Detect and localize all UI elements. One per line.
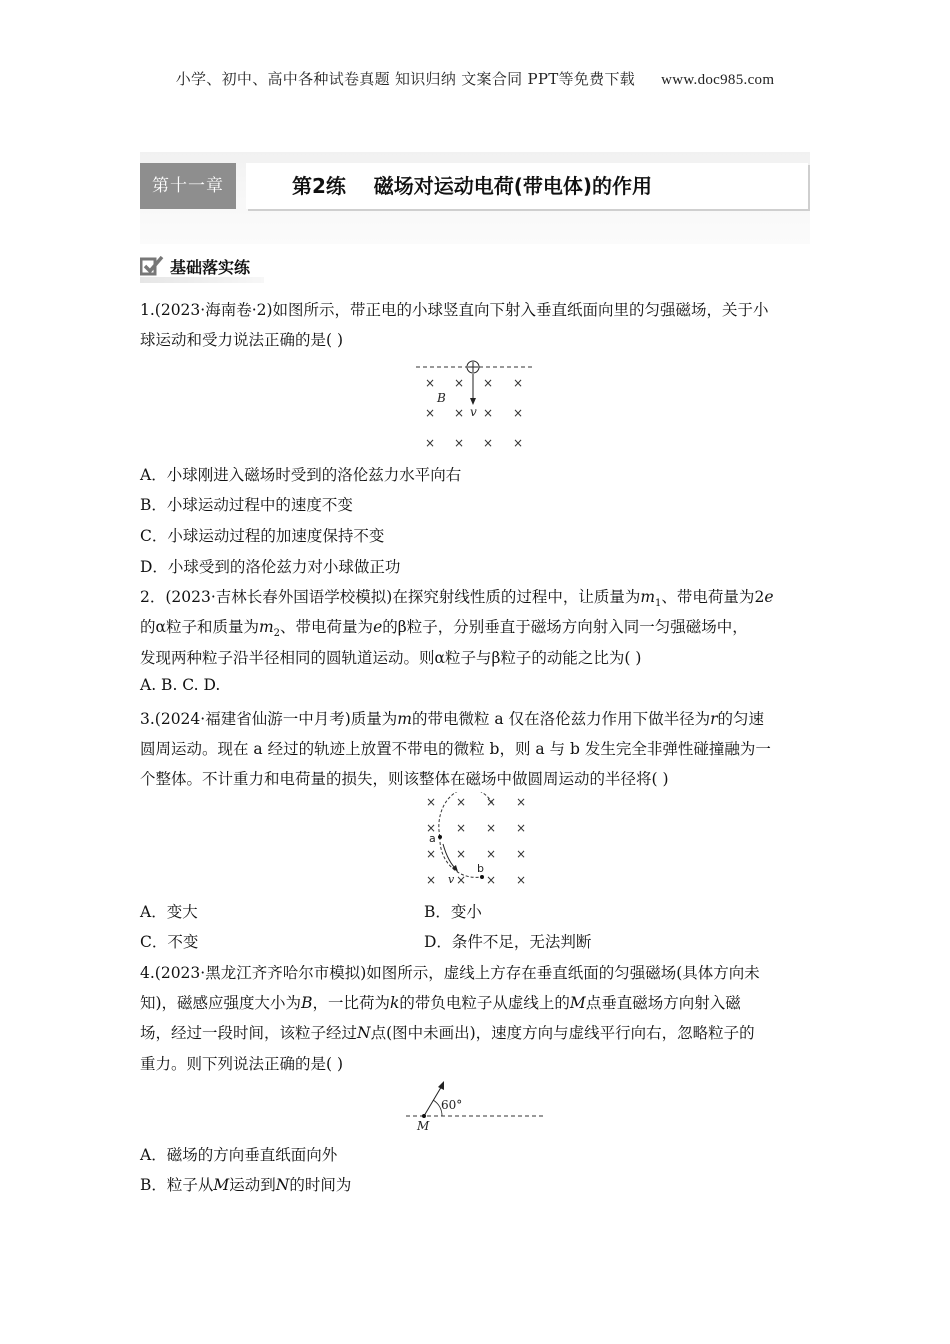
q4-stem-line2: 知)，磁感应强度大小为B，一比荷为k的带负电粒子从虚线上的M点垂直磁场方向射入磁 [140,994,741,1012]
svg-text:×: × [485,847,497,861]
q2-options[interactable]: A. B. C. D. [140,676,221,694]
svg-text:×: × [482,406,494,420]
svg-text:×: × [424,376,436,390]
q4-figure [400,1076,550,1136]
svg-text:×: × [453,376,465,390]
svg-text:×: × [485,795,497,809]
svg-text:×: × [425,795,437,809]
q3-stem-line3: 个整体。不计重力和电荷量的损失，则该整体在磁场中做圆周运动的半径将( ) [140,770,669,788]
q4-stem-line4: 重力。则下列说法正确的是( ) [140,1055,344,1073]
q1-option-c[interactable]: C．小球运动过程的加速度保持不变 [140,527,385,545]
q1-option-a[interactable]: A．小球刚进入磁场时受到的洛伦兹力水平向右 [140,466,462,484]
q3-velocity-label: v [448,873,455,886]
q1-stem-line1: 1.(2023·海南卷·2)如图所示，带正电的小球竖直向下射入垂直纸面向里的匀强磁场，关于小 [140,301,769,319]
q4-stem-line3: 场，经过一段时间，该粒子经过N点(图中未画出)，速度方向与虚线平行向右，忽略粒子的 [140,1024,755,1042]
page-banner [0,68,950,89]
banner-site-link[interactable]: www.doc985.com [661,72,775,88]
svg-text:×: × [515,847,527,861]
q4-stem-line1: 4.(2023·黑龙江齐齐哈尔市模拟)如图所示，虚线上方存在垂直纸面的匀强磁场(具体方向未 [140,964,760,982]
svg-text:×: × [455,847,467,861]
chapter-label: 第十一章 [140,163,236,209]
svg-text:×: × [485,873,497,887]
q1-velocity-label: v [470,405,477,419]
svg-text:×: × [485,821,497,835]
q2-stem-line1: 2．(2023·吉林长春外国语学校模拟)在探究射线性质的过程中，让质量为$m_1$、带电荷量为2e [140,588,774,610]
svg-text:×: × [515,873,527,887]
q1-field-label: B [437,391,446,405]
svg-text:×: × [455,821,467,835]
svg-text:×: × [455,873,467,887]
svg-text:×: × [515,795,527,809]
svg-text:×: × [455,795,467,809]
q4-option-b[interactable]: B．粒子从M运动到N的时间为 [140,1176,352,1194]
svg-text:×: × [424,436,436,450]
title-box [246,163,808,209]
svg-text:×: × [425,873,437,887]
q3-option-c[interactable]: C．不变 [140,933,199,951]
section-underline [140,277,264,283]
svg-text:×: × [425,847,437,861]
svg-text:×: × [425,821,437,835]
q3-particle-b-label: b [477,862,484,875]
q4-angle-label: 60° [441,1098,463,1112]
q4-point-m-label: M [417,1119,430,1133]
svg-text:×: × [512,436,524,450]
q1-stem-line2: 球运动和受力说法正确的是( ) [140,331,344,349]
svg-text:×: × [482,376,494,390]
q3-figure [415,792,540,892]
svg-text:×: × [482,436,494,450]
q3-particle-a-label: a [429,832,436,845]
svg-text:×: × [512,406,524,420]
q3-stem-line1: 3.(2024·福建省仙游一中月考)质量为m的带电微粒 a 仅在洛伦兹力作用下做半径为r的匀速 [140,710,765,728]
page-title: 第2练 磁场对运动电荷(带电体)的作用 [292,174,653,198]
section-heading [140,253,250,279]
q4-option-a[interactable]: A．磁场的方向垂直纸面向外 [140,1146,338,1164]
banner-text: 小学、初中、高中各种试卷真题 知识归纳 文案合同 PPT等免费下载 [175,70,636,88]
q1-option-d[interactable]: D．小球受到的洛伦兹力对小球做正功 [140,558,401,576]
q1-figure [400,358,550,453]
svg-text:×: × [515,821,527,835]
section-title: 基础落实练 [170,257,251,277]
svg-text:×: × [453,436,465,450]
q3-stem-line2: 圆周运动。现在 a 经过的轨迹上放置不带电的微粒 b，则 a 与 b 发生完全非弹性碰撞融为一 [140,740,771,758]
checkmark-icon [140,255,164,277]
q2-stem-line2: 的α粒子和质量为$m_2$、带电荷量为e的β粒子，分别垂直于磁场方向射入同一匀强磁场中， [140,618,748,640]
q2-stem-line3: 发现两种粒子沿半径相同的圆轨道运动。则α粒子与β粒子的动能之比为( ) [140,649,642,667]
q3-option-a[interactable]: A．变大 [140,903,198,921]
svg-text:×: × [512,376,524,390]
svg-text:×: × [453,406,465,420]
q3-option-b[interactable]: B．变小 [424,903,482,921]
svg-text:×: × [424,406,436,420]
q1-option-b[interactable]: B．小球运动过程中的速度不变 [140,496,353,514]
q3-option-d[interactable]: D．条件不足，无法判断 [424,933,592,951]
